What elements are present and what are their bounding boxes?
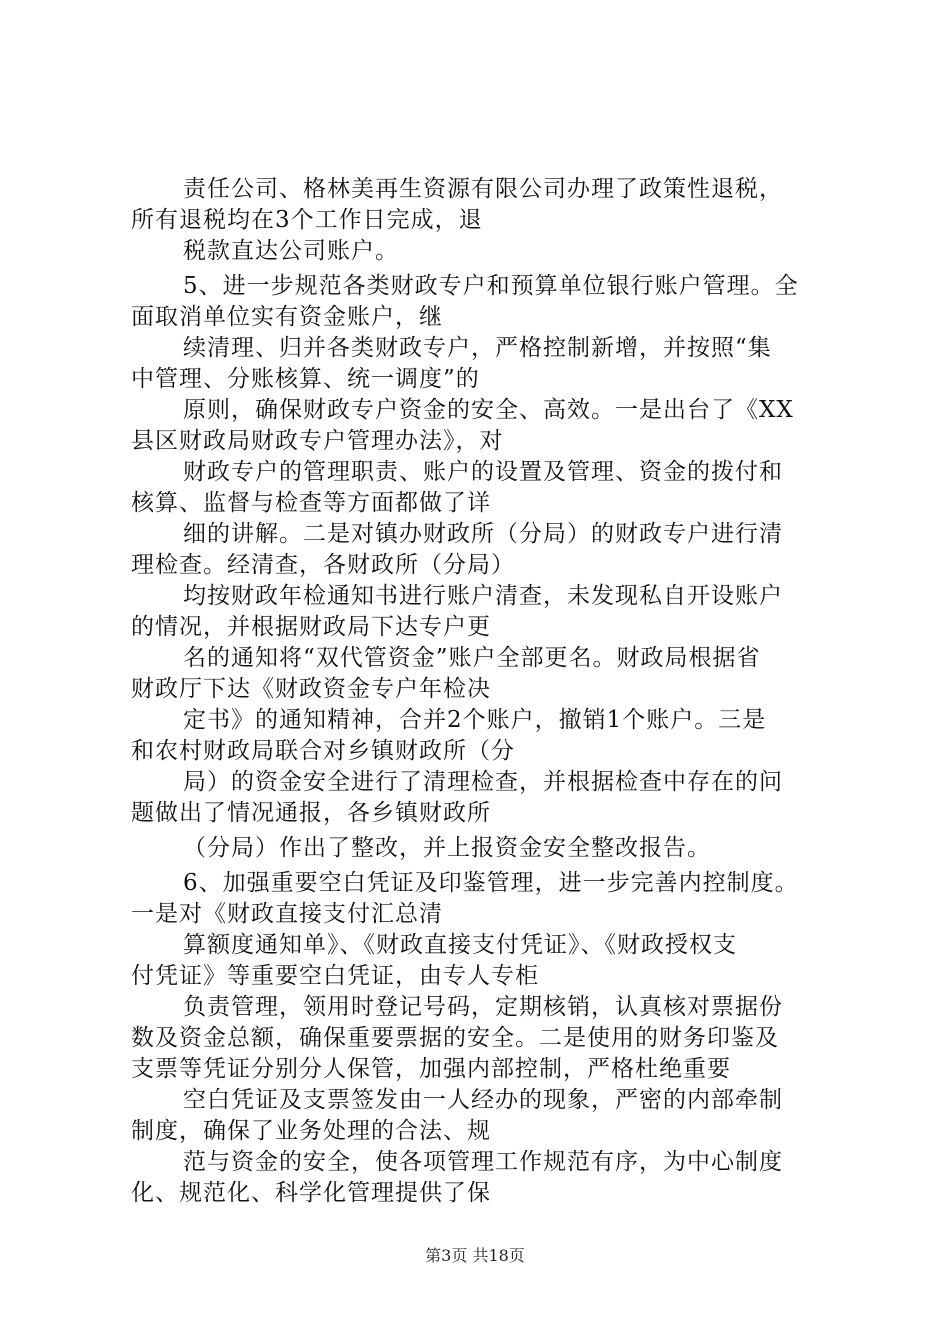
text-line: 化、规范化、科学化管理提供了保 [131, 1180, 491, 1206]
text-line: 数及资金总额，确保重要票据的安全。二是使用的财务印鉴及 [131, 1025, 779, 1051]
text-line: 理检查。经清查，各财政所（分局） [131, 552, 515, 578]
text-line: 中管理、分账核算、统一调度”的 [131, 366, 480, 392]
text-line: 支票等凭证分别分人保管，加强内部控制，严格杜绝重要 [131, 1056, 731, 1082]
document-body [131, 174, 831, 1209]
text-line: 负责管理，领用时登记号码，定期核销，认真核对票据份 [183, 994, 783, 1020]
text-line: 税款直达公司账户。 [183, 238, 399, 264]
text-line: 细的讲解。二是对镇办财政所（分局）的财政专户进行清 [183, 521, 783, 547]
text-line: 名的通知将“双代管资金”账户全部更名。财政局根据省 [183, 645, 761, 671]
text-line: 算额度通知单》、《财政直接支付凭证》、《财政授权支 [183, 932, 737, 958]
text-line: 县区财政局财政专户管理办法》，对 [131, 428, 504, 454]
text-line: （分局）作出了整改，并上报资金安全整改报告。 [183, 835, 711, 861]
text-line: 所有退税均在3个工作日完成，退 [131, 207, 483, 233]
text-line: 的情况，并根据财政局下达专户更 [131, 614, 491, 640]
text-line: 付凭证》等重要空白凭证，由专人专柜 [131, 963, 539, 989]
text-line: 空白凭证及支票签发由一人经办的现象，严密的内部牵制 [183, 1087, 783, 1113]
text-line: 核算、监督与检查等方面都做了详 [131, 490, 491, 516]
text-line: 均按财政年检通知书进行账户清查，未发现私自开设账户 [183, 583, 783, 609]
text-line: 范与资金的安全，使各项管理工作规范有序，为中心制度 [183, 1149, 783, 1175]
text-line: 责任公司、格林美再生资源有限公司办理了政策性退税， [183, 176, 783, 202]
text-line: 一是对《财政直接支付汇总清 [131, 901, 443, 927]
text-line: 6、加强重要空白凭证及印鉴管理，进一步完善内控制度。 [183, 870, 799, 896]
text-line: 5、进一步规范各类财政专户和预算单位银行账户管理。全 [183, 273, 799, 299]
text-line: 定书》的通知精神，合并2个账户，撤销1个账户。三是 [183, 707, 767, 733]
text-line: 题做出了情况通报，各乡镇财政所 [131, 800, 491, 826]
text-line: 面取消单位实有资金账户，继 [131, 304, 443, 330]
text-line: 原则，确保财政专户资金的安全、高效。一是出台了《XX [183, 397, 794, 423]
page-footer: 第3页 共18页 [425, 1246, 525, 1265]
text-line: 制度，确保了业务处理的合法、规 [131, 1118, 491, 1144]
text-line: 财政专户的管理职责、账户的设置及管理、资金的拨付和 [183, 459, 783, 485]
text-line: 财政厅下达《财政资金专户年检决 [131, 676, 491, 702]
text-line: 和农村财政局联合对乡镇财政所（分 [131, 738, 515, 764]
text-line: 局）的资金安全进行了清理检查，并根据检查中存在的问 [183, 769, 783, 795]
text-line: 续清理、归并各类财政专户，严格控制新增，并按照“集 [183, 335, 772, 361]
